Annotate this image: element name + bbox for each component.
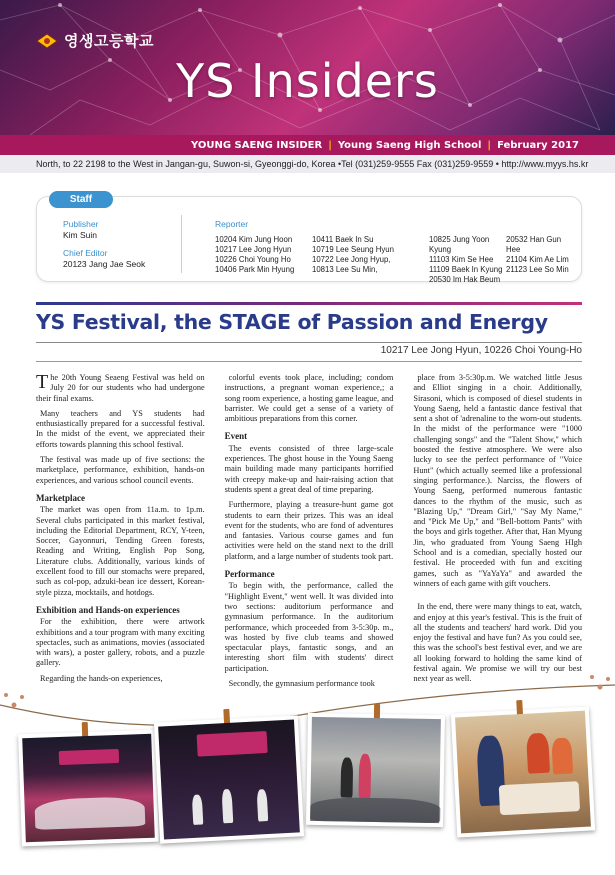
- festival-photo-stage: [154, 715, 304, 843]
- issue-date: February 2017: [497, 139, 579, 151]
- separator: |: [487, 139, 492, 151]
- section-heading-event: Event: [224, 431, 248, 442]
- reporter-list: [215, 235, 575, 285]
- reporter-column: [429, 235, 504, 285]
- publisher-label: Publisher: [63, 219, 99, 229]
- staff-editors: [63, 219, 183, 277]
- paragraph: The events consisted of three large-scale experiences. The ghost house in the Young Saeng main building made many participants horrified with creepy make-up and hair-raising action that students spent a great deal of time preparing.: [224, 443, 394, 494]
- paragraph: The 20th Young Seaeng Festival was held on July 20 for our students who had undergone their final exams.: [36, 371, 205, 403]
- reporter-name: 10204 Kim Jung Hoon: [215, 235, 293, 244]
- reporter-name: 10406 Park Min Hyung: [215, 265, 295, 274]
- staff-divider: [181, 215, 182, 273]
- newsletter-title: YS Insiders: [176, 54, 439, 108]
- publisher-name: Kim Suin: [63, 230, 98, 240]
- reporter-label: Reporter: [215, 219, 249, 229]
- staff-box: [36, 196, 582, 282]
- reporter-name: 20530 Im Hak Beum: [429, 275, 501, 284]
- paragraph: To begin with, the performance, called the "Highlight Event," went well. It was divided into two sections: auditorium performance and gymnasium performance. In the auditorium performance, which proceeded from 3-5:30p. m., was hosted by five club teams and showed spectacular plays, fantastic songs, and an interesting short film with students' direct participation.: [224, 581, 394, 673]
- reporter-name: 10226 Choi Young Ho: [215, 255, 291, 264]
- section-heading-marketplace: Marketplace: [36, 492, 85, 503]
- article-column-3: [413, 373, 583, 684]
- reporter-column: [215, 235, 310, 285]
- paragraph: Regarding the hands-on experiences,: [40, 673, 163, 683]
- festival-photo-choir: [18, 730, 159, 847]
- article-column-2: [224, 373, 394, 689]
- staff-tab: Staff: [49, 191, 113, 208]
- choir-performance-photo: [22, 734, 155, 842]
- paragraph: place from 3-5:30p.m. We watched little Jesus and Elliot singing in a choir. Additionally, Sirasoni, which is composed of diesel students in Young Saeng, held a fantastic dance festival that sent a shot of 'adrenaline to the worn-out students. In the midst of the performance were "1000 challenging songs" and the "Talent Show," which boosted the festive atmosphere. We were also lucky to see the perfect performance of "Voice Hunt" (which actually seemed like a professional singing performance.). Narciss, the flowers of Young Saeng, performed numerous fantastic dances to the rhythm of the music, such as "Blazing Up," "Dream Girl," "Say My Name," and "Pick Me Up," and "Bell-bottom Pants" with the boys and girls together. After that, Han Myung Jin, who graduated from Young Saeng HIgh School and is a comedian, specially hosted our festival. He proceeded with fun and exciting games, such as "YaYaYa" and awarded the winners of each game with gift vouchers.: [413, 373, 583, 588]
- chief-editor-label: Chief Editor: [63, 248, 108, 258]
- masthead: [0, 0, 615, 135]
- gymnasium-dance-photo: [310, 717, 441, 823]
- reporter-column: [312, 235, 417, 285]
- paragraph: Secondly, the gymnasium performance took: [228, 679, 375, 689]
- reporter-name: 10722 Lee Jong Hyup,: [312, 255, 391, 264]
- festival-photo-booth: [451, 706, 595, 837]
- headline-accent-bar: [36, 302, 582, 305]
- headline-rule: [36, 342, 582, 343]
- section-heading-exhibition: Exhibition and Hands-on experiences: [36, 604, 180, 615]
- paragraph: In the end, there were many things to eat, watch, and enjoy at this year's festival. This is the fruit of all the students and teachers' hard work. Did you enjoy the festival and have fun? As you could see, this was the school's best festival ever, and we are all looking forward to holding the same kind of festival again. We promise we will try our best next year as well.: [413, 602, 583, 684]
- article-headline: YS Festival, the STAGE of Passion and Energy: [36, 310, 548, 334]
- paragraph: Many teachers and YS students had enthusiastically prepared for a successful festival. In the midst of the event, we appreciated their efforts towards planning this school festival.: [36, 408, 205, 449]
- reporter-name: 11109 Baek In Kyung: [429, 265, 503, 274]
- article-body: [36, 371, 583, 689]
- article-column-1: [36, 371, 205, 683]
- separator: |: [328, 139, 332, 151]
- section-heading-performance: Performance: [224, 569, 275, 580]
- paragraph: Furthermore, playing a treasure-hunt game got students to earn their prizes. This was an ideal event for the students, who are fond of adventures and fantasies. Various course games and fun activities were held on the stand next to the drill platform, and a large number of students took part.: [224, 500, 394, 561]
- reporter-name: 10825 Jung Yoon Kyung: [429, 235, 490, 254]
- festival-photo-dance: [306, 713, 445, 827]
- reporter-name: 10719 Lee Seung Hyun: [312, 245, 394, 254]
- reporter-name: 21123 Lee So Min: [506, 265, 569, 274]
- reporter-name: 11103 Kim Se Hee: [429, 255, 494, 264]
- paragraph: For the exhibition, there were artwork exhibitions and a tour program with many exciting spectacles, such as animations, movies (associated with wars), a poster gallery, robots, and a puzzle gallery.: [36, 617, 205, 668]
- paragraph: The market was open from 11a.m. to 1p.m. Several clubs participated in this market festival, including the Editorial Department, RCY, Y-teen, Soccer, Gayonnuri, Tending Green forests, Reading and Writing, English Pop Song, Literature clubs. Additionally, various kinds of excellent food to fill our stomachs were prepared, such as col-pop, adzuki-bean ice dessert, Korean-style pizza, mocktails, and hotdogs.: [36, 505, 205, 597]
- school-name: 영생고등학교: [64, 32, 154, 50]
- address-bar: North, to 22 2198 to the West in Jangan-gu, Suwon-si, Gyeonggi-do, Korea •Tel (031)259-9555 Fax (031)259-9559 • http://www.myys.hs.kr: [0, 155, 615, 173]
- reporter-column: [506, 235, 576, 285]
- stage-performance-photo: [158, 720, 300, 840]
- reporter-name: 10813 Lee Su Min,: [312, 265, 378, 274]
- paragraph: colorful events took place, including; condom instructions, a pregnant woman experience,; a song room experience, a hosting game league, and barrister. We could get a sense of a variety of ambitious preparations from this corner.: [224, 373, 394, 424]
- publication-name: YOUNG SAENG INSIDER: [190, 139, 323, 151]
- hands-on-booth-photo: [455, 711, 591, 834]
- section-rule: [36, 361, 582, 362]
- school-title: Young Saeng High School: [337, 139, 482, 151]
- reporter-name: 10411 Baek In Su: [312, 235, 374, 244]
- publication-bar: [0, 135, 615, 155]
- paragraph: The festival was made up of five sections: the marketplace, performance, exhibition, hands-on experiences, and various school council events.: [36, 455, 205, 485]
- school-emblem-icon: [36, 33, 58, 49]
- article-byline: 10217 Lee Jong Hyun, 10226 Choi Young-Ho: [380, 345, 582, 356]
- school-logo: [36, 30, 154, 51]
- reporter-name: 20532 Han Gun Hee: [506, 235, 562, 254]
- reporter-name: 10217 Lee Jong Hyun: [215, 245, 292, 254]
- chief-editor-name: 20123 Jang Jae Seok: [63, 259, 146, 269]
- reporter-name: 21104 Kim Ae Lim: [506, 255, 569, 264]
